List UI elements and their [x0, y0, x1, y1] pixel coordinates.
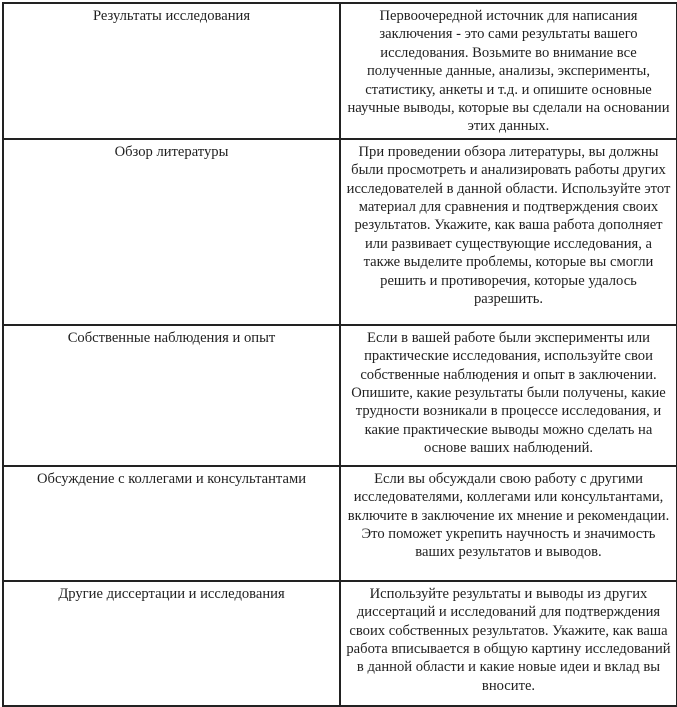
table-row	[3, 581, 677, 706]
conclusion-sources-table	[2, 2, 677, 707]
source-cell: Обзор литературы	[3, 139, 340, 325]
source-cell: Обсуждение с коллегами и консультантами	[3, 466, 340, 581]
description-cell: Первоочередной источник для написания заключения - это сами результаты вашего исследования. Возьмите во внимание все полученные данные, анализы, эксперименты, статистику, анкеты и т.д. и опишите основные научные выводы, которые вы сделали на основании этих данных.	[340, 3, 677, 139]
source-cell: Другие диссертации и исследования	[3, 581, 340, 706]
description-cell: При проведении обзора литературы, вы должны были просмотреть и анализировать работы других исследователей в данной области. Используйте этот материал для сравнения и подтверждения своих результатов. Укажите, как ваша работа дополняет или развивает существующие исследования, а также выделите проблемы, которые вы смогли решить и противоречия, которые удалось разрешить.	[340, 139, 677, 325]
table-row	[3, 139, 677, 325]
table-row	[3, 466, 677, 581]
description-cell: Если вы обсуждали свою работу с другими исследователями, коллегами или консультантами, включите в заключение их мнение и рекомендации. Это поможет укрепить научность и значимость ваших результатов и выводов.	[340, 466, 677, 581]
description-cell: Используйте результаты и выводы из других диссертаций и исследований для подтверждения своих собственных результатов. Укажите, как ваша работа вписывается в общую картину исследований в данной области и какие новые идеи и вклад вы вносите.	[340, 581, 677, 706]
source-cell: Результаты исследования	[3, 3, 340, 139]
table-row	[3, 325, 677, 466]
description-cell: Если в вашей работе были эксперименты или практические исследования, используйте свои собственные наблюдения и опыт в заключении. Опишите, какие результаты были получены, какие трудности возникали в процессе исследования, и какие практические выводы можно сделать на основе ваших наблюдений.	[340, 325, 677, 466]
table-row	[3, 3, 677, 139]
source-cell: Собственные наблюдения и опыт	[3, 325, 340, 466]
